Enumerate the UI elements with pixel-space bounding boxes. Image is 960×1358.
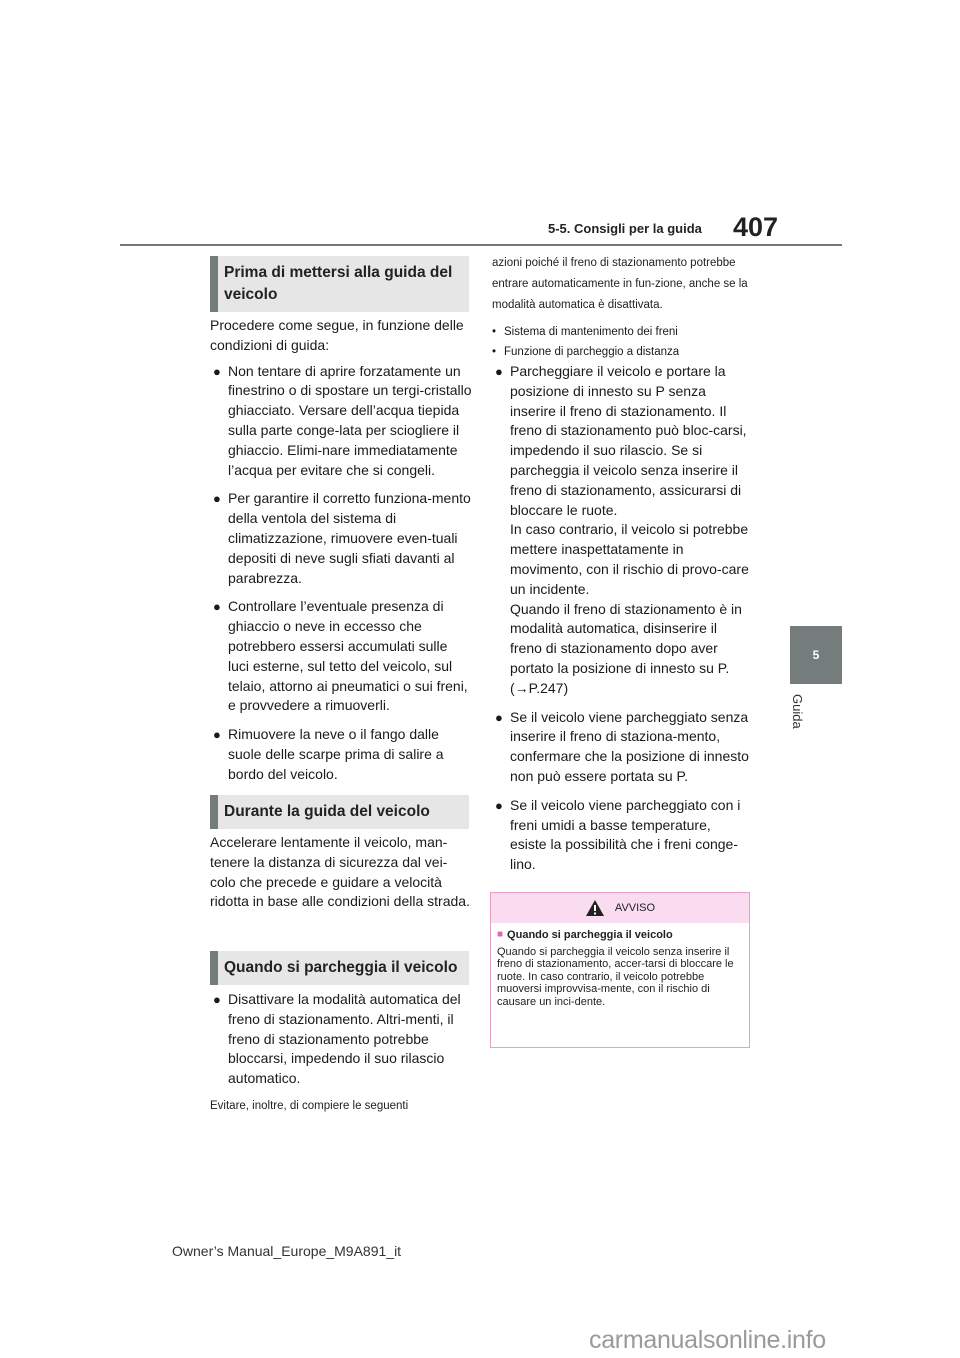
page-number: 407 bbox=[733, 212, 779, 242]
section-header: 5-5. Consigli per la guida bbox=[548, 221, 702, 236]
warning-title: AVVISO bbox=[614, 902, 656, 914]
square-bullet-icon: ■ bbox=[497, 929, 504, 940]
warning-subheading-text: Quando si parcheggia il veicolo bbox=[507, 929, 673, 941]
bullet-icon: ● bbox=[213, 363, 221, 379]
chapter-label: Guida bbox=[790, 694, 805, 729]
sub-list-item bbox=[492, 342, 750, 362]
bullet-text: Rimuovere la neve o il fango dalle suole delle scarpe prima di salire a bordo del veicolo. bbox=[228, 726, 444, 782]
bullet-text-extra: Quando il freno di stazionamento è in modalità automatica, disinserire il freno di stazionamento dopo aver portato la posizione di innesto su P. (→P.247) bbox=[510, 600, 742, 696]
warning-header bbox=[491, 893, 749, 923]
sub-list-item bbox=[492, 322, 750, 342]
list-item bbox=[210, 362, 472, 481]
bullet-icon: ● bbox=[495, 797, 503, 813]
heading-before-driving: Prima di mettersi alla guida del veicolo bbox=[210, 256, 469, 312]
left-column-section2 bbox=[210, 833, 472, 918]
heading-while-driving: Durante la guida del veicolo bbox=[210, 795, 469, 829]
bullet-icon: ● bbox=[213, 491, 221, 507]
list-item bbox=[492, 708, 750, 787]
list-item bbox=[210, 725, 472, 784]
chapter-number: 5 bbox=[812, 648, 820, 662]
list-item bbox=[492, 796, 750, 875]
sub-bullet-text: Sistema di mantenimento dei freni bbox=[504, 326, 678, 338]
bullet-text: Non tentare di aprire forzatamente un finestrino o di spostare un tergi-cristallo ghiacciato. Versare dell’acqua tiepida sulla parte conge-lata per sciogliere il ghiaccio. Elimi-nare immediatamente l’acqua per evitare che si congeli. bbox=[228, 362, 472, 478]
bullet-text-extra: In caso contrario, il veicolo si potrebbe mettere inaspettatamente in movimento, con il rischio di provo-care un incidente. bbox=[510, 521, 749, 597]
warning-box bbox=[490, 892, 750, 1048]
chapter-label-container bbox=[785, 694, 809, 754]
list-item bbox=[210, 597, 472, 716]
bullet-text: Per garantire il corretto funziona-mento della ventola del sistema di climatizzazione, rimuovere even-tuali depositi di neve sugli sfiati davanti al parabrezza. bbox=[228, 490, 471, 586]
list-item bbox=[210, 990, 472, 1089]
heading-when-parking: Quando si parcheggia il veicolo bbox=[210, 951, 469, 985]
intro-while-driving: Accelerare lentamente il veicolo, man-tenere la distanza di sicurezza dal vei-colo che precede e guidare a velocità ridotta in base alle condizioni della strada. bbox=[210, 834, 470, 910]
left-column-section3 bbox=[210, 990, 472, 1114]
bullet-icon: ● bbox=[213, 992, 221, 1007]
bullet-icon: ● bbox=[495, 364, 503, 379]
warning-subheading bbox=[497, 929, 743, 942]
right-column bbox=[492, 253, 750, 884]
footer-text: Owner’s Manual_Europe_M9A891_it bbox=[172, 1243, 402, 1259]
list-item bbox=[210, 489, 472, 588]
list-item bbox=[492, 362, 750, 699]
bullet-text: Disattivare la modalità automatica del freno di stazionamento. Altri-menti, il freno di stazionamento potrebbe bloccarsi, impedendo il suo rilascio automatico. bbox=[228, 991, 461, 1087]
bullet-icon: ● bbox=[495, 709, 503, 725]
watermark: carmanualsonline.info bbox=[589, 1326, 826, 1354]
bullet-text: Controllare l’eventuale presenza di ghiaccio o neve in eccesso che potrebbero essersi accumulati sulle luci esterne, sul tetto del veicolo, sul telaio, attorno ai pneumatici o sui freni, e provvedere a rimuoverli. bbox=[228, 598, 468, 714]
sub-bullet-text: Funzione di parcheggio a distanza bbox=[504, 346, 680, 358]
bullet-text: Se il veicolo viene parcheggiato con i freni umidi a basse temperature, esiste la possibilità che i freni conge-lino. bbox=[510, 796, 741, 873]
warning-body bbox=[491, 923, 749, 1015]
bullet-text: Se il veicolo viene parcheggiato senza inserire il freno di staziona-mento, confermare che la posizione di innesto non può essere portata su P. bbox=[510, 708, 749, 784]
chapter-tab[interactable] bbox=[790, 626, 842, 684]
warning-text: Quando si parcheggia il veicolo senza inserire il freno di stazionamento, accer-tarsi di bloccare le ruote. In caso contrario, il veicolo potrebbe muoversi improvvisa-mente, con il rischio di causare un inci-dente. bbox=[497, 945, 734, 1008]
bullet-icon: ● bbox=[213, 727, 221, 743]
bullet-icon: ● bbox=[213, 599, 221, 615]
continued-text: azioni poiché il freno di stazionamento potrebbe entrare automaticamente in fun-zione, anche se la modalità automatica è disattivata. bbox=[492, 257, 748, 311]
tail-text: Evitare, inoltre, di compiere le seguenti bbox=[210, 1099, 409, 1112]
intro-before-driving: Procedere come segue, in funzione delle condizioni di guida: bbox=[210, 317, 464, 353]
small-bullet-icon: • bbox=[492, 346, 497, 358]
small-bullet-icon: • bbox=[492, 326, 497, 338]
bullet-text: Parcheggiare il veicolo e portare la posizione di innesto su P senza inserire il freno di stazionamento. Il freno di stazionamento può bloc-carsi, impedendo il suo rilascio. Se si parcheggia il veicolo senza inserire il freno di stazionamento, assicurarsi di bloccare le ruote. bbox=[510, 363, 747, 518]
header-divider bbox=[120, 244, 842, 246]
left-column-section1 bbox=[210, 316, 472, 794]
warning-triangle-icon bbox=[585, 899, 605, 917]
